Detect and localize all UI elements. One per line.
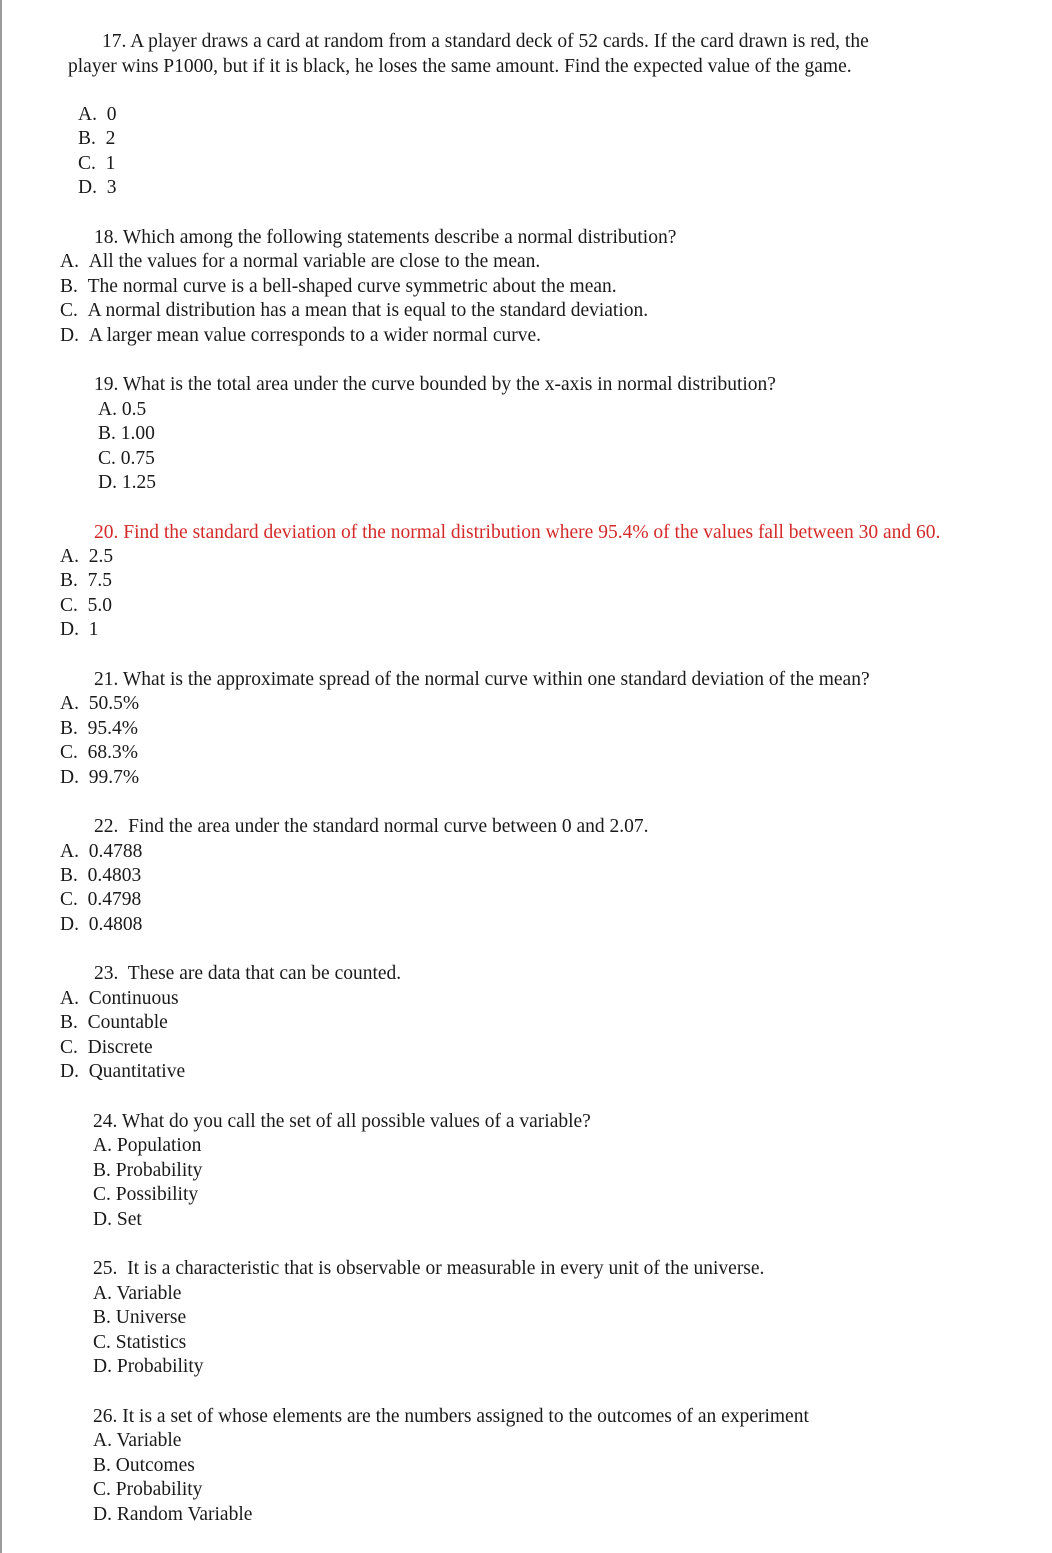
text-span: The normal curve is a bell-shaped curve symmetric about the mean. bbox=[87, 276, 617, 297]
text-span: What is the approximate spread of the normal curve within one standard deviation of the mean? bbox=[122, 669, 870, 690]
question-26-option-a bbox=[93, 1429, 181, 1453]
text-span: All the values for a normal variable are close to the mean. bbox=[88, 251, 541, 272]
question-18-option-d bbox=[60, 324, 541, 348]
text-span: A larger mean value corresponds to a wider normal curve. bbox=[88, 325, 542, 346]
question-24-option-d bbox=[93, 1208, 142, 1232]
question-20-option-b bbox=[60, 569, 112, 593]
text-span: It is a set of whose elements are the numbers assigned to the outcomes of an experiment bbox=[122, 1406, 809, 1427]
text-span: 68.3% bbox=[87, 742, 139, 763]
option-letter: B. bbox=[78, 128, 96, 149]
text-span: 17. bbox=[102, 31, 127, 52]
text-span: 2.5 bbox=[88, 546, 114, 567]
question-22-stem bbox=[94, 815, 648, 839]
option-letter: D. bbox=[93, 1356, 112, 1377]
option-letter: C. bbox=[98, 448, 116, 469]
option-letter: C. bbox=[93, 1332, 111, 1353]
option-letter: C. bbox=[60, 889, 78, 910]
text-span: 2 bbox=[105, 128, 116, 149]
text-span: 0.5 bbox=[121, 399, 147, 420]
question-17-option-b bbox=[78, 127, 115, 151]
question-25-stem bbox=[93, 1257, 764, 1281]
text-span: 18. bbox=[94, 227, 119, 248]
question-24-option-a bbox=[93, 1134, 201, 1158]
text-span: What do you call the set of all possible values of a variable? bbox=[121, 1111, 591, 1132]
text-span: 21. bbox=[94, 669, 119, 690]
text-span: 0.4798 bbox=[87, 889, 142, 910]
text-span: 0.75 bbox=[120, 448, 155, 469]
question-21-option-a bbox=[60, 692, 139, 716]
option-letter: B. bbox=[93, 1455, 111, 1476]
text-span: 5.0 bbox=[87, 595, 113, 616]
option-letter: D. bbox=[98, 472, 117, 493]
question-23-option-a bbox=[60, 987, 179, 1011]
option-letter: A. bbox=[93, 1135, 112, 1156]
question-20-stem bbox=[94, 521, 940, 545]
question-17-stem-continued: player wins P1000, but if it is black, he loses the same amount. Find the expected value of the game. bbox=[68, 56, 852, 77]
text-span: Discrete bbox=[87, 1037, 153, 1058]
question-19-option-b bbox=[98, 422, 155, 446]
question-19-option-a bbox=[98, 398, 146, 422]
option-letter: D. bbox=[93, 1504, 112, 1525]
text-span: Probability bbox=[115, 1479, 203, 1500]
text-span: Possibility bbox=[115, 1184, 199, 1205]
question-24-stem bbox=[93, 1110, 591, 1134]
question-17-option-d bbox=[78, 176, 116, 200]
text-span: Variable bbox=[116, 1283, 182, 1304]
question-23-option-b bbox=[60, 1011, 168, 1035]
option-letter: D. bbox=[60, 1061, 79, 1082]
question-26-option-b bbox=[93, 1454, 195, 1478]
text-span: Set bbox=[116, 1209, 142, 1230]
text-span: Variable bbox=[116, 1430, 182, 1451]
text-span: 23. bbox=[94, 963, 119, 984]
option-letter: B. bbox=[60, 570, 78, 591]
option-letter: B. bbox=[60, 1012, 78, 1033]
option-letter: D. bbox=[60, 767, 79, 788]
option-letter: B. bbox=[93, 1160, 111, 1181]
text-span: 99.7% bbox=[88, 767, 140, 788]
text-span: Countable bbox=[87, 1012, 168, 1033]
text-span: 0.4803 bbox=[87, 865, 142, 886]
option-letter: B. bbox=[60, 865, 78, 886]
question-26-option-c bbox=[93, 1478, 202, 1502]
option-letter: A. bbox=[93, 1430, 112, 1451]
option-letter: A. bbox=[60, 251, 79, 272]
option-letter: B. bbox=[60, 276, 78, 297]
text-span: 1.25 bbox=[121, 472, 156, 493]
question-18-stem bbox=[94, 226, 676, 250]
option-letter: C. bbox=[60, 1037, 78, 1058]
question-25-option-d bbox=[93, 1355, 204, 1379]
option-letter: A. bbox=[60, 546, 79, 567]
question-22-option-b bbox=[60, 864, 141, 888]
text-span: Find the area under the standard normal curve between 0 and 2.07. bbox=[128, 816, 649, 837]
option-letter: B. bbox=[98, 423, 116, 444]
question-19-option-d bbox=[98, 471, 156, 495]
text-span: 22. bbox=[94, 816, 119, 837]
text-span: 1 bbox=[88, 619, 99, 640]
text-span: 50.5% bbox=[88, 693, 140, 714]
option-letter: C. bbox=[60, 595, 78, 616]
text-span: A normal distribution has a mean that is equal to the standard deviation. bbox=[87, 300, 649, 321]
option-letter: C. bbox=[60, 300, 78, 321]
text-span: Continuous bbox=[88, 988, 179, 1009]
question-25-option-b bbox=[93, 1306, 186, 1330]
question-22-option-d bbox=[60, 913, 142, 937]
question-19-option-c bbox=[98, 447, 155, 471]
question-18-option-c bbox=[60, 299, 648, 323]
option-letter: C. bbox=[60, 742, 78, 763]
option-letter: B. bbox=[60, 718, 78, 739]
question-21-option-c bbox=[60, 741, 138, 765]
question-18-option-b bbox=[60, 275, 617, 299]
question-17-option-c bbox=[78, 152, 115, 176]
text-span: Population bbox=[116, 1135, 202, 1156]
text-span: 1.00 bbox=[120, 423, 155, 444]
question-21-stem bbox=[94, 668, 870, 692]
option-letter: B. bbox=[93, 1307, 111, 1328]
option-letter: A. bbox=[93, 1283, 112, 1304]
text-span: Probability bbox=[116, 1356, 204, 1377]
text-span: 19. bbox=[94, 374, 119, 395]
option-letter: A. bbox=[78, 104, 97, 125]
question-19-stem bbox=[94, 373, 776, 397]
text-span: 1 bbox=[105, 153, 116, 174]
question-24-option-b bbox=[93, 1159, 202, 1183]
option-letter: D. bbox=[60, 619, 79, 640]
text-span: What is the total area under the curve bounded by the x-axis in normal distribution? bbox=[122, 374, 776, 395]
question-24-option-c bbox=[93, 1183, 198, 1207]
text-span: 26. bbox=[93, 1406, 118, 1427]
question-20-option-c bbox=[60, 594, 112, 618]
question-20-option-d bbox=[60, 618, 98, 642]
text-span: 24. bbox=[93, 1111, 118, 1132]
question-25-option-a bbox=[93, 1282, 181, 1306]
question-21-option-b bbox=[60, 717, 138, 741]
page-edge bbox=[0, 0, 2, 1553]
text-span: Outcomes bbox=[115, 1455, 195, 1476]
question-25-option-c bbox=[93, 1331, 186, 1355]
text-span: 7.5 bbox=[87, 570, 113, 591]
option-letter: D. bbox=[60, 914, 79, 935]
text-span: 0 bbox=[106, 104, 117, 125]
text-span: 95.4% bbox=[87, 718, 139, 739]
text-span: 0.4788 bbox=[88, 841, 143, 862]
option-letter: D. bbox=[93, 1209, 112, 1230]
text-span: Quantitative bbox=[88, 1061, 186, 1082]
text-span: 0.4808 bbox=[88, 914, 143, 935]
option-letter: D. bbox=[60, 325, 79, 346]
option-letter: A. bbox=[60, 841, 79, 862]
text-span: These are data that can be counted. bbox=[127, 963, 402, 984]
option-letter: C. bbox=[78, 153, 96, 174]
question-20-option-a bbox=[60, 545, 113, 569]
text-span: Universe bbox=[115, 1307, 187, 1328]
option-letter: A. bbox=[60, 988, 79, 1009]
question-17-option-a bbox=[78, 103, 116, 127]
question-21-option-d bbox=[60, 766, 139, 790]
text-span: It is a characteristic that is observable or measurable in every unit of the universe. bbox=[127, 1258, 765, 1279]
question-23-option-c bbox=[60, 1036, 153, 1060]
option-letter: C. bbox=[93, 1184, 111, 1205]
text-span: 3 bbox=[106, 177, 117, 198]
text-span: Random Variable bbox=[116, 1504, 253, 1525]
option-letter: D. bbox=[78, 177, 97, 198]
text-span: Statistics bbox=[115, 1332, 187, 1353]
question-26-option-d bbox=[93, 1503, 252, 1527]
question-17-stem bbox=[102, 30, 869, 54]
option-letter: A. bbox=[98, 399, 117, 420]
question-22-option-c bbox=[60, 888, 141, 912]
question-22-option-a bbox=[60, 840, 142, 864]
text-span: 20. bbox=[94, 522, 119, 543]
text-span: 25. bbox=[93, 1258, 118, 1279]
text-span: Which among the following statements describe a normal distribution? bbox=[122, 227, 677, 248]
text-span: Find the standard deviation of the normal distribution where 95.4% of the values fall between 30 and 60. bbox=[123, 522, 941, 543]
question-18-option-a bbox=[60, 250, 540, 274]
question-26-stem bbox=[93, 1405, 809, 1429]
text-span: Probability bbox=[115, 1160, 203, 1181]
question-23-stem bbox=[94, 962, 401, 986]
option-letter: A. bbox=[60, 693, 79, 714]
text-span: A player draws a card at random from a standard deck of 52 cards. If the card drawn is red, the bbox=[130, 31, 869, 52]
option-letter: C. bbox=[93, 1479, 111, 1500]
question-23-option-d bbox=[60, 1060, 185, 1084]
